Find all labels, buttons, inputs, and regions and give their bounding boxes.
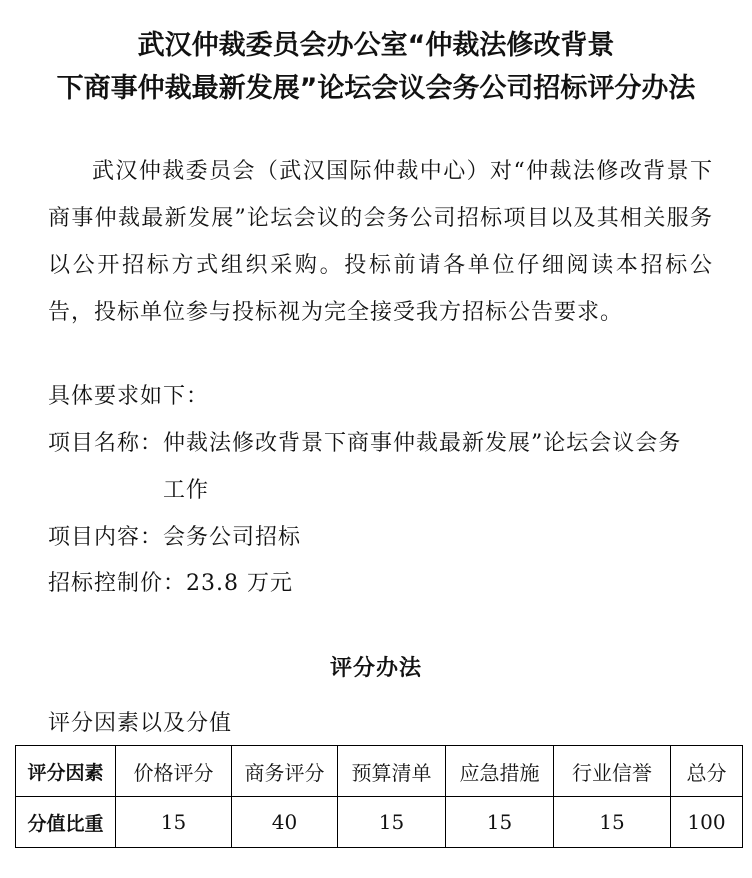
project-name-row	[48, 420, 703, 514]
project-content-row	[48, 514, 301, 561]
requirements-intro: 具体要求如下：	[48, 384, 210, 409]
scoring-intro: 评分因素以及分值	[48, 711, 233, 736]
project-name-value: 仲裁法修改背景下商事仲裁最新发展”论坛会议会务工作	[163, 431, 682, 503]
table-cell: 15	[446, 797, 554, 848]
table-weight-label: 分值比重	[16, 797, 116, 848]
table-cell: 15	[554, 797, 671, 848]
project-name-label: 项目名称：	[48, 431, 164, 456]
table-header-cell: 总分	[671, 746, 743, 797]
scoring-table	[15, 745, 743, 848]
intro-paragraph: 武汉仲裁委员会（武汉国际仲裁中心）对“仲裁法修改背景下商事仲裁最新发展”论坛会议的会务公司招标项目以及其相关服务以公开招标方式组织采购。投标前请各单位仔细阅读本招标公告，投标单位参与投标视为完全接受我方招标公告要求。	[48, 159, 713, 325]
table-cell: 100	[671, 797, 743, 848]
project-content-value: 会务公司招标	[163, 525, 302, 550]
control-price-value: 23.8 万元	[186, 571, 293, 596]
control-price-label: 招标控制价：	[48, 571, 187, 596]
table-header-cell: 价格评分	[116, 746, 232, 797]
table-row	[16, 797, 743, 848]
scoring-title: 评分办法	[329, 655, 422, 681]
table-header-label: 评分因素	[16, 746, 116, 797]
table-header-cell: 应急措施	[446, 746, 554, 797]
table-header-row	[16, 746, 743, 797]
table-header-cell: 商务评分	[232, 746, 338, 797]
table-header-cell: 预算清单	[338, 746, 446, 797]
table-cell: 15	[338, 797, 446, 848]
document-title-line1: 武汉仲裁委员会办公室“仲裁法修改背景	[137, 30, 615, 61]
control-price-row	[48, 560, 293, 607]
table-header-cell: 行业信誉	[554, 746, 671, 797]
document-title-line2: 下商事仲裁最新发展”论坛会议会务公司招标评分办法	[56, 73, 696, 104]
table-cell: 15	[116, 797, 232, 848]
project-content-label: 项目内容：	[48, 525, 164, 550]
table-cell: 40	[232, 797, 338, 848]
